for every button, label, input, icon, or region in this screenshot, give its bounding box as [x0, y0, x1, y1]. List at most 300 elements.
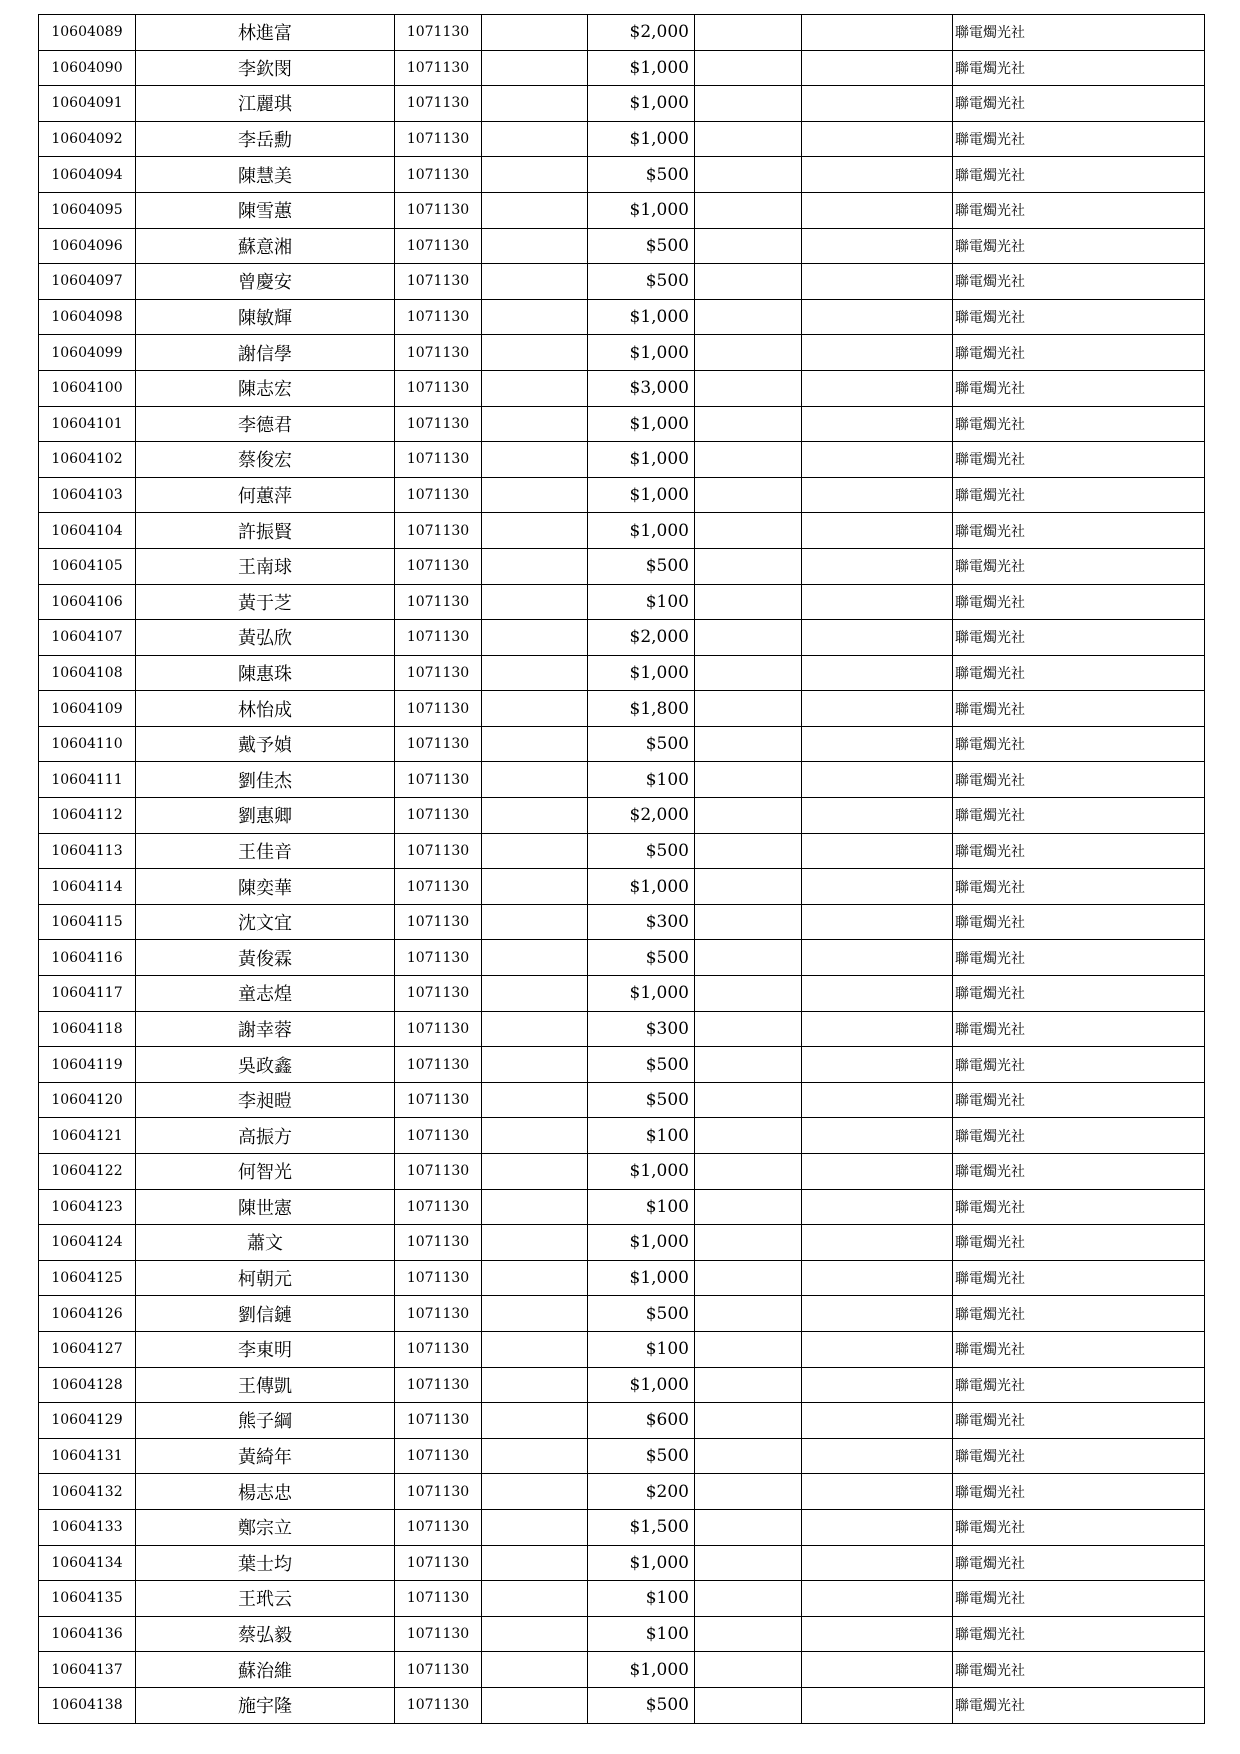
- empty-cell: [802, 869, 953, 905]
- empty-cell: [482, 370, 588, 406]
- date-cell: 1071130: [395, 1047, 482, 1083]
- amount-cell: $100: [588, 1118, 695, 1154]
- empty-cell: [482, 620, 588, 656]
- organization-cell: 聯電燭光社: [953, 976, 1205, 1012]
- record-id-cell: 10604099: [39, 335, 136, 371]
- table-row: [39, 869, 1205, 905]
- table-row: [39, 121, 1205, 157]
- table-row: [39, 620, 1205, 656]
- empty-cell: [482, 1438, 588, 1474]
- donor-name-cell: 陳惠珠: [136, 655, 395, 691]
- empty-cell: [695, 513, 802, 549]
- donor-name-cell: 王南球: [136, 548, 395, 584]
- table-row: [39, 1296, 1205, 1332]
- record-id-cell: 10604091: [39, 86, 136, 122]
- amount-cell: $1,000: [588, 335, 695, 371]
- organization-cell: 聯電燭光社: [953, 940, 1205, 976]
- empty-cell: [695, 548, 802, 584]
- record-id-cell: 10604090: [39, 50, 136, 86]
- amount-cell: $1,000: [588, 86, 695, 122]
- date-cell: 1071130: [395, 15, 482, 51]
- record-id-cell: 10604108: [39, 655, 136, 691]
- table-row: [39, 442, 1205, 478]
- date-cell: 1071130: [395, 513, 482, 549]
- amount-cell: $500: [588, 264, 695, 300]
- empty-cell: [695, 86, 802, 122]
- empty-cell: [695, 1296, 802, 1332]
- empty-cell: [802, 1438, 953, 1474]
- record-id-cell: 10604104: [39, 513, 136, 549]
- empty-cell: [695, 762, 802, 798]
- record-id-cell: 10604103: [39, 477, 136, 513]
- table-row: [39, 1652, 1205, 1688]
- organization-cell: 聯電燭光社: [953, 121, 1205, 157]
- empty-cell: [802, 1403, 953, 1439]
- empty-cell: [802, 1225, 953, 1261]
- date-cell: 1071130: [395, 1474, 482, 1510]
- date-cell: 1071130: [395, 86, 482, 122]
- donor-name-cell: 沈文宜: [136, 904, 395, 940]
- empty-cell: [482, 798, 588, 834]
- record-id-cell: 10604119: [39, 1047, 136, 1083]
- amount-cell: $1,000: [588, 655, 695, 691]
- record-id-cell: 10604120: [39, 1082, 136, 1118]
- empty-cell: [482, 1509, 588, 1545]
- empty-cell: [802, 1189, 953, 1225]
- amount-cell: $1,000: [588, 869, 695, 905]
- empty-cell: [482, 548, 588, 584]
- amount-cell: $500: [588, 726, 695, 762]
- empty-cell: [802, 1331, 953, 1367]
- record-id-cell: 10604100: [39, 370, 136, 406]
- amount-cell: $500: [588, 1296, 695, 1332]
- empty-cell: [802, 299, 953, 335]
- empty-cell: [695, 940, 802, 976]
- date-cell: 1071130: [395, 406, 482, 442]
- date-cell: 1071130: [395, 1189, 482, 1225]
- date-cell: 1071130: [395, 1545, 482, 1581]
- empty-cell: [802, 1474, 953, 1510]
- record-id-cell: 10604134: [39, 1545, 136, 1581]
- empty-cell: [802, 1509, 953, 1545]
- date-cell: 1071130: [395, 904, 482, 940]
- empty-cell: [695, 442, 802, 478]
- record-id-cell: 10604133: [39, 1509, 136, 1545]
- table-row: [39, 192, 1205, 228]
- empty-cell: [802, 726, 953, 762]
- organization-cell: 聯電燭光社: [953, 15, 1205, 51]
- record-id-cell: 10604089: [39, 15, 136, 51]
- donor-name-cell: 黃俊霖: [136, 940, 395, 976]
- table-row: [39, 299, 1205, 335]
- empty-cell: [482, 1189, 588, 1225]
- organization-cell: 聯電燭光社: [953, 584, 1205, 620]
- organization-cell: 聯電燭光社: [953, 50, 1205, 86]
- date-cell: 1071130: [395, 1438, 482, 1474]
- empty-cell: [695, 1652, 802, 1688]
- organization-cell: 聯電燭光社: [953, 691, 1205, 727]
- table-row: [39, 477, 1205, 513]
- table-row: [39, 1581, 1205, 1617]
- empty-cell: [482, 691, 588, 727]
- empty-cell: [482, 406, 588, 442]
- record-id-cell: 10604110: [39, 726, 136, 762]
- organization-cell: 聯電燭光社: [953, 869, 1205, 905]
- empty-cell: [695, 335, 802, 371]
- organization-cell: 聯電燭光社: [953, 299, 1205, 335]
- empty-cell: [802, 442, 953, 478]
- record-id-cell: 10604112: [39, 798, 136, 834]
- date-cell: 1071130: [395, 1616, 482, 1652]
- table-row: [39, 1367, 1205, 1403]
- donor-name-cell: 黃綺年: [136, 1438, 395, 1474]
- empty-cell: [695, 1225, 802, 1261]
- empty-cell: [802, 370, 953, 406]
- empty-cell: [802, 940, 953, 976]
- table-row: [39, 1438, 1205, 1474]
- donor-name-cell: 曾慶安: [136, 264, 395, 300]
- table-row: [39, 228, 1205, 264]
- empty-cell: [482, 335, 588, 371]
- amount-cell: $1,000: [588, 442, 695, 478]
- date-cell: 1071130: [395, 370, 482, 406]
- amount-cell: $1,000: [588, 1154, 695, 1190]
- empty-cell: [482, 1616, 588, 1652]
- empty-cell: [695, 833, 802, 869]
- record-id-cell: 10604098: [39, 299, 136, 335]
- table-row: [39, 976, 1205, 1012]
- donor-name-cell: 李德君: [136, 406, 395, 442]
- amount-cell: $500: [588, 548, 695, 584]
- record-id-cell: 10604137: [39, 1652, 136, 1688]
- donor-name-cell: 蕭文: [136, 1225, 395, 1261]
- donor-name-cell: 劉惠卿: [136, 798, 395, 834]
- table-row: [39, 762, 1205, 798]
- empty-cell: [802, 1260, 953, 1296]
- organization-cell: 聯電燭光社: [953, 1296, 1205, 1332]
- table-row: [39, 157, 1205, 193]
- table-row: [39, 1154, 1205, 1190]
- table-row: [39, 1545, 1205, 1581]
- donor-name-cell: 謝幸蓉: [136, 1011, 395, 1047]
- amount-cell: $500: [588, 1047, 695, 1083]
- empty-cell: [695, 228, 802, 264]
- table-row: [39, 1225, 1205, 1261]
- empty-cell: [802, 1581, 953, 1617]
- empty-cell: [482, 1296, 588, 1332]
- record-id-cell: 10604094: [39, 157, 136, 193]
- empty-cell: [482, 1225, 588, 1261]
- organization-cell: 聯電燭光社: [953, 264, 1205, 300]
- record-id-cell: 10604106: [39, 584, 136, 620]
- empty-cell: [482, 477, 588, 513]
- table-row: [39, 940, 1205, 976]
- amount-cell: $1,000: [588, 1652, 695, 1688]
- amount-cell: $1,000: [588, 1260, 695, 1296]
- empty-cell: [695, 15, 802, 51]
- record-id-cell: 10604096: [39, 228, 136, 264]
- amount-cell: $1,000: [588, 299, 695, 335]
- record-id-cell: 10604131: [39, 1438, 136, 1474]
- donation-table: [38, 14, 1205, 1724]
- date-cell: 1071130: [395, 1260, 482, 1296]
- date-cell: 1071130: [395, 1509, 482, 1545]
- table-row: [39, 1118, 1205, 1154]
- empty-cell: [482, 1403, 588, 1439]
- donor-name-cell: 江麗琪: [136, 86, 395, 122]
- organization-cell: 聯電燭光社: [953, 1189, 1205, 1225]
- organization-cell: 聯電燭光社: [953, 442, 1205, 478]
- record-id-cell: 10604118: [39, 1011, 136, 1047]
- empty-cell: [802, 584, 953, 620]
- record-id-cell: 10604117: [39, 976, 136, 1012]
- empty-cell: [482, 904, 588, 940]
- date-cell: 1071130: [395, 1011, 482, 1047]
- table-row: [39, 1189, 1205, 1225]
- empty-cell: [482, 1047, 588, 1083]
- empty-cell: [482, 940, 588, 976]
- record-id-cell: 10604105: [39, 548, 136, 584]
- empty-cell: [695, 1331, 802, 1367]
- empty-cell: [695, 584, 802, 620]
- donor-name-cell: 陳奕華: [136, 869, 395, 905]
- organization-cell: 聯電燭光社: [953, 548, 1205, 584]
- record-id-cell: 10604113: [39, 833, 136, 869]
- empty-cell: [482, 1474, 588, 1510]
- record-id-cell: 10604125: [39, 1260, 136, 1296]
- donor-name-cell: 李東明: [136, 1331, 395, 1367]
- empty-cell: [482, 833, 588, 869]
- amount-cell: $600: [588, 1403, 695, 1439]
- amount-cell: $500: [588, 833, 695, 869]
- table-row: [39, 1260, 1205, 1296]
- date-cell: 1071130: [395, 869, 482, 905]
- date-cell: 1071130: [395, 477, 482, 513]
- date-cell: 1071130: [395, 833, 482, 869]
- date-cell: 1071130: [395, 1296, 482, 1332]
- date-cell: 1071130: [395, 655, 482, 691]
- empty-cell: [802, 1367, 953, 1403]
- date-cell: 1071130: [395, 620, 482, 656]
- empty-cell: [695, 1011, 802, 1047]
- empty-cell: [802, 976, 953, 1012]
- empty-cell: [482, 655, 588, 691]
- empty-cell: [802, 477, 953, 513]
- empty-cell: [695, 1189, 802, 1225]
- date-cell: 1071130: [395, 584, 482, 620]
- empty-cell: [802, 406, 953, 442]
- amount-cell: $500: [588, 940, 695, 976]
- empty-cell: [695, 1687, 802, 1723]
- table-row: [39, 1687, 1205, 1723]
- donor-name-cell: 謝信學: [136, 335, 395, 371]
- table-row: [39, 264, 1205, 300]
- date-cell: 1071130: [395, 50, 482, 86]
- empty-cell: [695, 1047, 802, 1083]
- empty-cell: [802, 1118, 953, 1154]
- amount-cell: $2,000: [588, 620, 695, 656]
- empty-cell: [482, 726, 588, 762]
- table-row: [39, 15, 1205, 51]
- empty-cell: [482, 869, 588, 905]
- empty-cell: [482, 1652, 588, 1688]
- record-id-cell: 10604138: [39, 1687, 136, 1723]
- record-id-cell: 10604109: [39, 691, 136, 727]
- empty-cell: [695, 264, 802, 300]
- donor-name-cell: 施宇隆: [136, 1687, 395, 1723]
- table-row: [39, 1047, 1205, 1083]
- empty-cell: [482, 1545, 588, 1581]
- organization-cell: 聯電燭光社: [953, 1367, 1205, 1403]
- date-cell: 1071130: [395, 726, 482, 762]
- donor-name-cell: 黃于芝: [136, 584, 395, 620]
- record-id-cell: 10604122: [39, 1154, 136, 1190]
- empty-cell: [695, 1509, 802, 1545]
- empty-cell: [802, 1652, 953, 1688]
- amount-cell: $1,000: [588, 477, 695, 513]
- record-id-cell: 10604115: [39, 904, 136, 940]
- amount-cell: $1,000: [588, 513, 695, 549]
- empty-cell: [802, 833, 953, 869]
- empty-cell: [802, 1082, 953, 1118]
- date-cell: 1071130: [395, 1652, 482, 1688]
- organization-cell: 聯電燭光社: [953, 726, 1205, 762]
- organization-cell: 聯電燭光社: [953, 833, 1205, 869]
- table-row: [39, 335, 1205, 371]
- amount-cell: $1,000: [588, 192, 695, 228]
- organization-cell: 聯電燭光社: [953, 904, 1205, 940]
- empty-cell: [482, 1260, 588, 1296]
- donor-name-cell: 楊志忠: [136, 1474, 395, 1510]
- organization-cell: 聯電燭光社: [953, 157, 1205, 193]
- date-cell: 1071130: [395, 157, 482, 193]
- date-cell: 1071130: [395, 192, 482, 228]
- empty-cell: [482, 50, 588, 86]
- table-row: [39, 726, 1205, 762]
- empty-cell: [802, 1154, 953, 1190]
- empty-cell: [802, 1616, 953, 1652]
- empty-cell: [695, 370, 802, 406]
- table-body: [39, 15, 1205, 1724]
- empty-cell: [695, 976, 802, 1012]
- organization-cell: 聯電燭光社: [953, 1225, 1205, 1261]
- empty-cell: [482, 15, 588, 51]
- date-cell: 1071130: [395, 1367, 482, 1403]
- empty-cell: [482, 584, 588, 620]
- date-cell: 1071130: [395, 1403, 482, 1439]
- organization-cell: 聯電燭光社: [953, 1687, 1205, 1723]
- empty-cell: [482, 1687, 588, 1723]
- empty-cell: [482, 1154, 588, 1190]
- amount-cell: $500: [588, 1438, 695, 1474]
- empty-cell: [802, 1011, 953, 1047]
- donor-name-cell: 熊子綱: [136, 1403, 395, 1439]
- date-cell: 1071130: [395, 548, 482, 584]
- donor-name-cell: 葉士均: [136, 1545, 395, 1581]
- amount-cell: $300: [588, 1011, 695, 1047]
- empty-cell: [695, 869, 802, 905]
- table-row: [39, 50, 1205, 86]
- amount-cell: $3,000: [588, 370, 695, 406]
- record-id-cell: 10604126: [39, 1296, 136, 1332]
- empty-cell: [695, 904, 802, 940]
- donor-name-cell: 何蕙萍: [136, 477, 395, 513]
- empty-cell: [802, 264, 953, 300]
- empty-cell: [802, 904, 953, 940]
- donor-name-cell: 童志煌: [136, 976, 395, 1012]
- record-id-cell: 10604102: [39, 442, 136, 478]
- amount-cell: $1,000: [588, 406, 695, 442]
- record-id-cell: 10604116: [39, 940, 136, 976]
- donor-name-cell: 蔡弘毅: [136, 1616, 395, 1652]
- empty-cell: [482, 1118, 588, 1154]
- amount-cell: $1,000: [588, 976, 695, 1012]
- amount-cell: $1,000: [588, 1367, 695, 1403]
- empty-cell: [802, 1296, 953, 1332]
- organization-cell: 聯電燭光社: [953, 86, 1205, 122]
- empty-cell: [695, 1118, 802, 1154]
- donor-name-cell: 林怡成: [136, 691, 395, 727]
- donor-name-cell: 黃弘欣: [136, 620, 395, 656]
- donor-name-cell: 許振賢: [136, 513, 395, 549]
- empty-cell: [482, 1367, 588, 1403]
- donor-name-cell: 何智光: [136, 1154, 395, 1190]
- amount-cell: $100: [588, 1616, 695, 1652]
- empty-cell: [482, 976, 588, 1012]
- empty-cell: [482, 121, 588, 157]
- organization-cell: 聯電燭光社: [953, 1581, 1205, 1617]
- donor-name-cell: 林進富: [136, 15, 395, 51]
- record-id-cell: 10604123: [39, 1189, 136, 1225]
- empty-cell: [802, 655, 953, 691]
- donor-name-cell: 陳世憲: [136, 1189, 395, 1225]
- record-id-cell: 10604124: [39, 1225, 136, 1261]
- table-row: [39, 1616, 1205, 1652]
- empty-cell: [802, 121, 953, 157]
- date-cell: 1071130: [395, 798, 482, 834]
- donor-name-cell: 劉佳杰: [136, 762, 395, 798]
- amount-cell: $1,500: [588, 1509, 695, 1545]
- table-row: [39, 1474, 1205, 1510]
- empty-cell: [482, 762, 588, 798]
- empty-cell: [802, 513, 953, 549]
- record-id-cell: 10604095: [39, 192, 136, 228]
- empty-cell: [482, 1331, 588, 1367]
- empty-cell: [695, 406, 802, 442]
- empty-cell: [802, 762, 953, 798]
- empty-cell: [482, 299, 588, 335]
- empty-cell: [695, 477, 802, 513]
- empty-cell: [482, 442, 588, 478]
- organization-cell: 聯電燭光社: [953, 762, 1205, 798]
- date-cell: 1071130: [395, 228, 482, 264]
- empty-cell: [482, 1581, 588, 1617]
- empty-cell: [802, 50, 953, 86]
- empty-cell: [695, 192, 802, 228]
- empty-cell: [482, 86, 588, 122]
- amount-cell: $100: [588, 762, 695, 798]
- empty-cell: [802, 228, 953, 264]
- table-row: [39, 1509, 1205, 1545]
- empty-cell: [695, 1154, 802, 1190]
- organization-cell: 聯電燭光社: [953, 1652, 1205, 1688]
- donor-name-cell: 吳政鑫: [136, 1047, 395, 1083]
- record-id-cell: 10604128: [39, 1367, 136, 1403]
- empty-cell: [802, 1047, 953, 1083]
- amount-cell: $500: [588, 228, 695, 264]
- empty-cell: [802, 335, 953, 371]
- table-row: [39, 1082, 1205, 1118]
